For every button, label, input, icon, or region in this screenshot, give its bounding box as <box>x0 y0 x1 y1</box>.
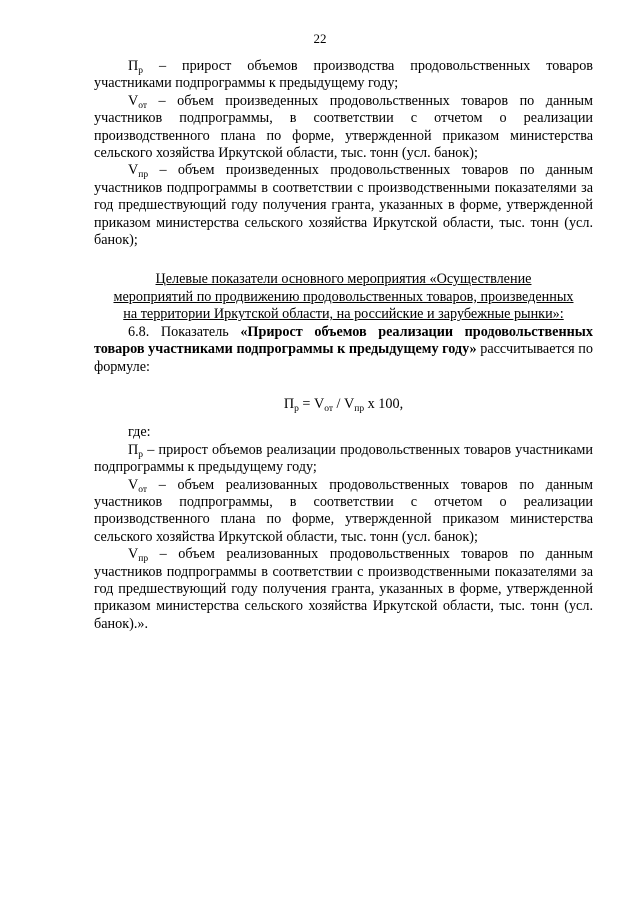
definition-text: – объем произведенных продовольственных товаров по данным участников подпрограммы, в соответствии с отчетом о реализации производственного плана по форме, утвержденной приказом министерства сельского хозяйства Иркутской области, тыс. тонн (усл. банок); <box>94 92 593 162</box>
symbol: V <box>128 92 139 109</box>
formula-part: х 100, <box>364 395 404 412</box>
definition-vot-production <box>94 93 593 163</box>
document-body <box>94 58 593 633</box>
where-label: где: <box>128 424 151 441</box>
definition-text: – объем реализованных продовольственных товаров по данным участников подпрограммы, в соответствии с отчетом о реализации производственного плана по форме, утвержденной приказом министерства сельского хозяйства Иркутской области, тыс. тонн (усл. банок); <box>94 476 593 545</box>
indicator-name: «Прирост объемов реализации продовольственных товаров участниками подпрограммы к предыдущему году» <box>94 323 593 358</box>
symbol-subscript: от <box>138 484 148 495</box>
definition-text: – прирост объемов реализации продовольственных товаров участниками подпрограммы к предыдущему году; <box>94 441 593 476</box>
symbol-subscript: р <box>138 449 143 460</box>
indicator-prefix: 6.8. Показатель <box>128 323 241 340</box>
symbol-subscript: р <box>138 66 143 76</box>
definition-vpr-production <box>94 162 593 249</box>
definition-text: – объем произведенных продовольственных товаров по данным участников подпрограммы в соответствии с производственными показателями за год предшествующий году получения гранта, указанных в форме, утвержденной приказом министерства сельского хозяйства Иркутской области, тыс. тонн (усл. банок); <box>94 162 593 249</box>
section-heading-line: мероприятий по продвижению продовольственных товаров, произведенных <box>113 288 574 305</box>
symbol: V <box>128 162 139 179</box>
page-number: 22 <box>313 31 327 46</box>
section-heading-line: Целевые показатели основного мероприятия «Осуществление <box>155 271 532 288</box>
formula-subscript: пр <box>354 403 365 414</box>
formula-subscript: от <box>324 403 333 414</box>
indicator-paragraph <box>94 324 593 376</box>
definition-pr-production <box>94 58 593 93</box>
symbol-subscript: пр <box>138 554 149 565</box>
section-heading <box>94 271 593 323</box>
symbol: V <box>128 476 139 493</box>
formula <box>94 396 593 413</box>
symbol: П <box>128 441 139 458</box>
formula-symbol: П <box>283 395 295 412</box>
symbol-subscript: от <box>138 100 148 111</box>
symbol-subscript: пр <box>138 170 149 181</box>
symbol: V <box>128 546 139 563</box>
section-heading-line: на территории Иркутской области, на российские и зарубежные рынки»: <box>123 306 564 323</box>
symbol: П <box>128 58 139 74</box>
formula-part: / V <box>332 395 355 412</box>
definition-vot-sales <box>94 477 593 547</box>
formula-subscript: р <box>294 403 299 414</box>
definition-vpr-sales <box>94 546 593 633</box>
definition-text: – прирост объемов производства продовольственных товаров участниками подпрограммы к предыдущему году; <box>94 58 593 92</box>
definition-text: – объем реализованных продовольственных товаров по данным участников подпрограммы в соответствии с производственными показателями за год предшествующий году получения гранта, указанных в форме, утвержденной приказом министерства сельского хозяйства Иркутской области, тыс. тонн (усл. банок).». <box>94 546 593 632</box>
definition-pr-sales <box>94 442 593 477</box>
formula-part: = V <box>298 395 325 412</box>
indicator-suffix: рассчитывается по формуле: <box>94 341 593 375</box>
